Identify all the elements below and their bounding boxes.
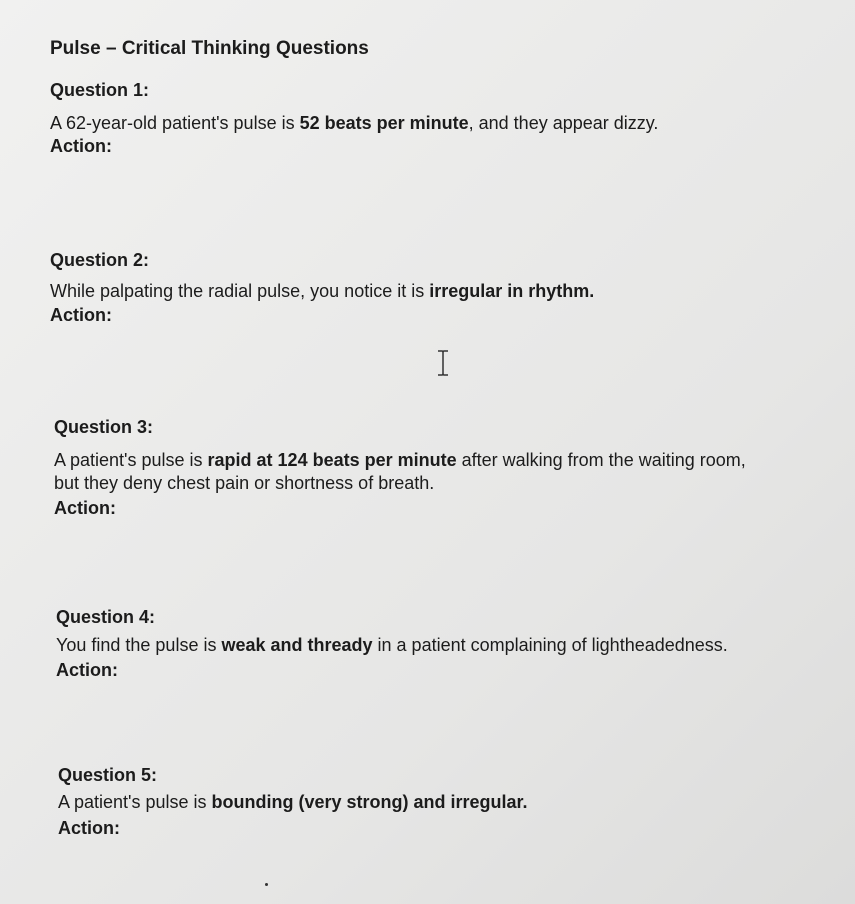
question-3-text [54,449,746,495]
question-3-line [54,449,746,472]
emphasized-text: irregular in rhythm. [429,281,595,301]
body-text: A patient's pulse is [54,450,208,470]
question-3-answer-area[interactable] [50,522,810,602]
question-5-answer-area[interactable] [50,842,810,897]
question-4-action-label: Action: [56,660,118,680]
question-2-line [50,280,594,303]
body-text: in a patient complaining of lightheadedness. [372,635,728,655]
question-5-heading: Question 5: [58,765,158,785]
body-text: A 62-year-old patient's pulse is [50,113,300,133]
body-text: A patient's pulse is [58,792,212,812]
question-3-heading: Question 3: [54,417,154,437]
body-text: , and they appear dizzy. [468,113,659,133]
question-4-line [56,634,728,657]
body-text: You find the pulse is [56,635,222,655]
question-4-text [56,634,728,657]
question-1-heading: Question 1: [50,80,150,100]
speck [265,883,268,886]
question-1-text [50,112,658,135]
question-5-line [58,791,528,814]
question-2-answer-area[interactable] [50,330,810,410]
question-2-text [50,280,594,303]
question-4-heading: Question 4: [56,607,156,627]
emphasized-text: bounding (very strong) and irregular. [211,792,528,812]
question-1-action-label: Action: [50,136,112,156]
question-3-line [54,472,746,495]
text-cursor-icon [436,350,450,376]
question-5-text [58,791,528,814]
emphasized-text: rapid at 124 beats per minute [207,450,457,470]
body-text: While palpating the radial pulse, you notice it is [50,281,430,301]
body-text: after walking from the waiting room, [456,450,746,470]
question-2-action-label: Action: [50,305,112,325]
question-3-action-label: Action: [54,498,116,518]
question-5-action-label: Action: [58,818,120,838]
emphasized-text: weak and thready [221,635,373,655]
body-text: but they deny chest pain or shortness of breath. [54,473,435,493]
question-1-line [50,112,658,135]
question-4-answer-area[interactable] [50,686,810,756]
emphasized-text: 52 beats per minute [299,113,469,133]
page-title: Pulse – Critical Thinking Questions [50,38,369,59]
question-1-answer-area[interactable] [50,160,810,240]
question-2-heading: Question 2: [50,250,150,270]
